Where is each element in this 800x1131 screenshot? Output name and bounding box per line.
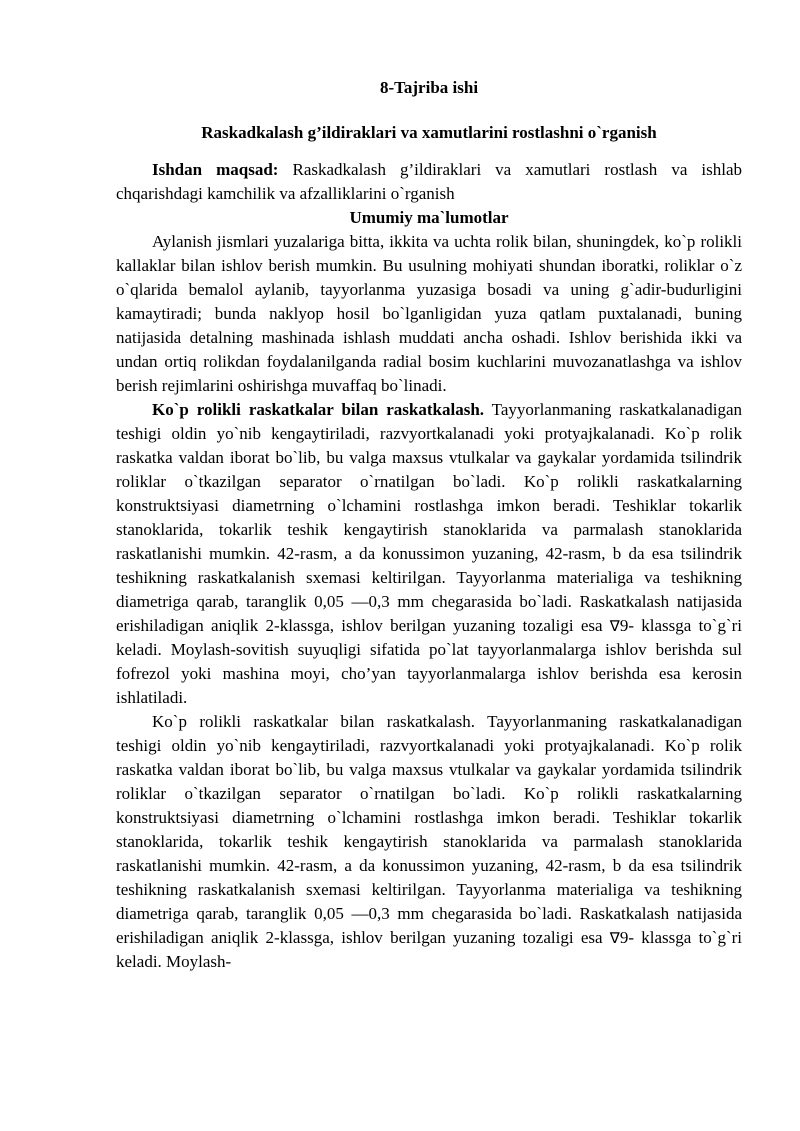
paragraph-2-text-a: Tayyorlanmaning raskatkalanadigan teshigi oldin yo`nib kengaytiriladi, razvyortkalanadi yoki protyajkalanadi. Ko`p rolik raskatka valdan iborat bo`lib, bu valga maxsus vtulkalar va gaykalar yordamida tsilindrik roliklar o`tkazilgan separator o`rnatilgan bo`ladi. Ko`p rolikli raskatkalarning konstruktsiyasi diametrning o`lchamini rostlashga imkon beradi. Teshiklar tokarlik stanoklarida, tokarlik teshik kengaytirish stanoklarida va parmalash stanoklarida raskatlanishi mumkin. 42-rasm, a da konussimon yuzaning, 42-rasm, b da esa tsilindrik teshikning raskatkalanish sxemasi keltirilgan. Tayyorlanma materialiga va teshikning diametriga qarab, taranglik 0,05 —0,3 mm chegarasida bo`ladi. Raskatkalash natijasida erishiladigan aniqlik 2-klassga, ishlov berilgan yuzaning tozaligi esa [116,400,742,635]
nabla-symbol: ∇ [609,929,620,947]
goal-text: Raskadkalash g’ildiraklari va xamutlari rostlash va ishlab chqarishdagi kamchilik va afzalliklarini o`rganish [116,160,742,203]
paragraph-1: Aylanish jismlari yuzalariga bitta, ikkita va uchta rolik bilan, shuningdek, ko`p rolikli kallaklar bilan ishlov berish mumkin. Bu usulning mohiyati shundan iboratki, roliklar o`z o`qlarida bemalol aylanib, tayyorlanma yuzasiga bosadi va uning g`adir-budurligini kamaytiradi; bunda naklyop hosil bo`lganligidan yuza qatlam puxtalanadi, buning natijasida detalning mashinada ishlash muddati ancha oshadi. Ishlov berishida ikki va undan ortiq rolikdan foydalanilganda radial bosim kuchlarini muvozanatlashga va ishlov berish rejimlarini oshirishga muvaffaq bo`linadi. [116,232,742,395]
goal-paragraph [116,158,742,206]
paragraph-2-text-b: 9- klassga to`g`ri keladi. Moylash-sovitish suyuqligi sifatida po`lat tayyorlanmalarga ishlov berishda sul fofrezol yoki mashina moyi, cho’yan tayyorlanmalarga ishlov berishda esa kerosin ishlatiladi. [116,616,742,707]
document-subtitle: Raskadkalash g’ildiraklari va xamutlarini rostlashni o`rganish [201,123,657,142]
paragraph-2 [116,398,742,710]
paragraph-3-text-a: Ko`p rolikli raskatkalar bilan raskatkalash. Tayyorlanmaning raskatkalanadigan teshigi oldin yo`nib kengaytiriladi, razvyortkalanadi yoki protyajkalanadi. Ko`p rolik raskatka valdan iborat bo`lib, bu valga maxsus vtulkalar va gaykalar yordamida tsilindrik roliklar o`tkazilgan separator o`rnatilgan bo`ladi. Ko`p rolikli raskatkalarning konstruktsiyasi diametrning o`lchamini rostlashga imkon beradi. Teshiklar tokarlik stanoklarida, tokarlik teshik kengaytirish stanoklarida va parmalash stanoklarida raskatlanishi mumkin. 42-rasm, a da konussimon yuzaning, 42-rasm, b da esa tsilindrik teshikning raskatkalanish sxemasi keltirilgan. Tayyorlanma materialiga va teshikning diametriga qarab, taranglik 0,05 —0,3 mm chegarasida bo`ladi. Raskatkalash natijasida erishiladigan aniqlik 2-klassga, ishlov berilgan yuzaning tozaligi esa [116,712,742,947]
nabla-symbol: ∇ [609,617,620,635]
goal-label: Ishdan maqsad: [152,160,279,179]
paragraph-2-heading: Ko`p rolikli raskatkalar bilan raskatkalash. [152,400,485,419]
document-title: 8-Tajriba ishi [379,78,479,97]
paragraph-3 [116,710,742,974]
document-page [116,70,742,974]
section-heading: Umumiy ma`lumotlar [349,208,509,227]
paragraph-3-text-b: 9- klassga to`g`ri keladi. Moylash- [116,928,742,971]
